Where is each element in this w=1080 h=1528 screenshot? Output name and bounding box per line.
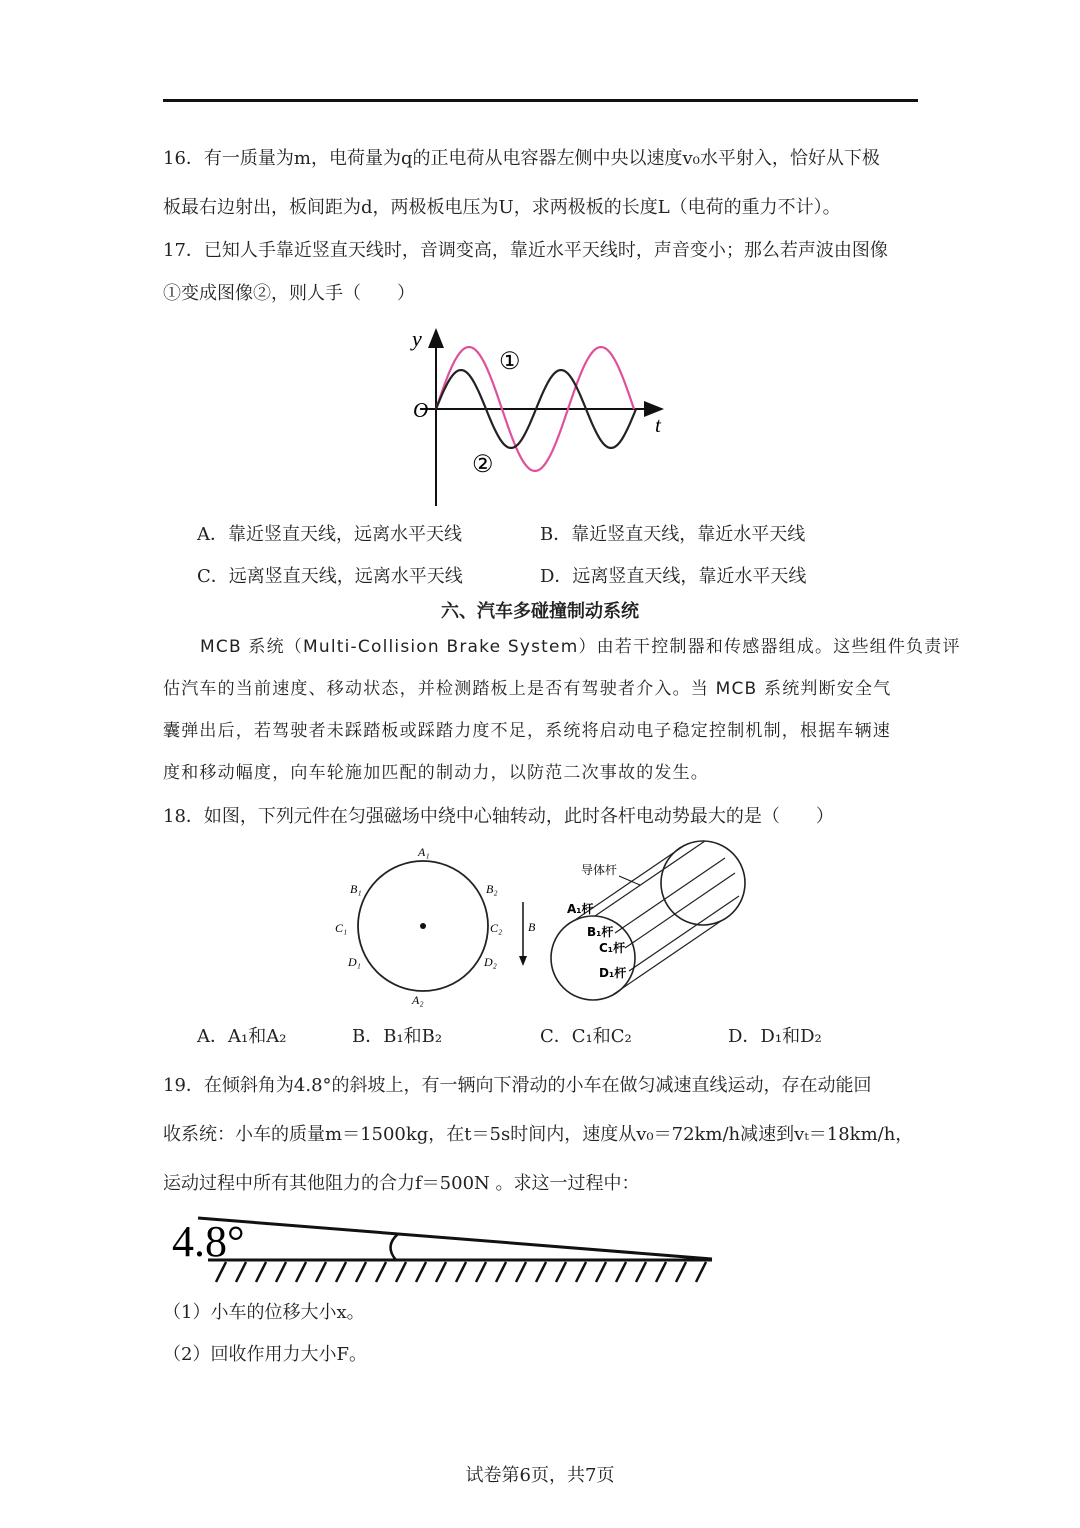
q19-sub2: （2）回收作用力大小F。 — [163, 1344, 367, 1365]
q17-option-b[interactable]: B．靠近竖直天线，靠近水平天线 — [540, 524, 806, 545]
t-axis-label: t — [655, 413, 661, 437]
q16-line2: 板最右边射出，板间距为d，两极板电压为U，求两极板的长度L（电荷的重力不计）。 — [163, 197, 841, 218]
rotating-cylinder-figure — [545, 838, 765, 1008]
hatch-mark — [496, 1262, 506, 1282]
hatch-mark — [656, 1262, 666, 1282]
q19-line1: 19．在倾斜角为4.8°的斜坡上，有一辆向下滑动的小车在做匀减速直线运动，存在动能回 — [163, 1075, 872, 1096]
q18-option-d[interactable]: D．D₁和D₂ — [728, 1026, 822, 1047]
hatch-mark — [476, 1262, 486, 1282]
hatch-mark — [356, 1262, 366, 1282]
hatch-mark — [296, 1262, 306, 1282]
field-label: B — [528, 920, 536, 934]
label-c1: C₁ — [335, 921, 348, 935]
origin-label: O — [413, 398, 429, 422]
slope-line — [198, 1218, 712, 1259]
q17-option-d[interactable]: D．远离竖直天线，靠近水平天线 — [540, 566, 807, 587]
hatch-mark — [636, 1262, 646, 1282]
top-rule — [163, 99, 918, 102]
hatch-mark — [376, 1262, 386, 1282]
curve-2-label: ② — [472, 452, 494, 478]
y-axis-label: y — [412, 326, 422, 351]
q17-line2: ①变成图像②，则人手（ ） — [163, 283, 415, 304]
hatch-mark — [536, 1262, 546, 1282]
q18-line1: 18．如图，下列元件在匀强磁场中绕中心轴转动，此时各杆电动势最大的是（ ） — [163, 806, 834, 827]
hatch-mark — [616, 1262, 626, 1282]
ground-hatching — [216, 1262, 706, 1282]
rod-name-label: 导体杆 — [581, 863, 618, 877]
hatch-mark — [336, 1262, 346, 1282]
section-title: 六、汽车多碰撞制动系统 — [441, 601, 639, 622]
section-line-3: 囊弹出后，若驾驶者未踩踏板或踩踏力度不足，系统将启动电子稳定控制机制，根据车辆速 — [163, 721, 891, 741]
hatch-mark — [556, 1262, 566, 1282]
q19-line2: 收系统：小车的质量m＝1500kg，在t＝5s时间内，速度从v₀＝72km/h减速到vₜ＝18km/h， — [163, 1124, 914, 1145]
label-a1: A₁ — [418, 845, 430, 859]
section-line-1: MCB 系统（Multi-Collision Brake System）由若干控制器和传感器组成。这些组件负责评 — [200, 637, 961, 657]
angle-label: 4.8° — [172, 1217, 245, 1266]
label-d1: D₁ — [348, 955, 361, 969]
rod-b — [615, 858, 725, 933]
slope-diagram — [160, 1208, 720, 1288]
q17-line1: 17．已知人手靠近竖直天线时，音调变高，靠近水平天线时，声音变小；那么若声波由图像 — [163, 240, 888, 261]
label-d-rod: D₁杆 — [599, 966, 627, 980]
label-c2: C₂ — [490, 921, 503, 935]
label-d2: D₂ — [484, 955, 497, 969]
hatch-mark — [276, 1262, 286, 1282]
label-b2: B₂ — [486, 882, 498, 896]
hatch-mark — [516, 1262, 526, 1282]
q18-option-b[interactable]: B．B₁和B₂ — [352, 1026, 443, 1047]
q19-sub1: （1）小车的位移大小x。 — [163, 1302, 365, 1323]
curve-1-label: ① — [499, 349, 521, 375]
hatch-mark — [416, 1262, 426, 1282]
label-a2: A₂ — [412, 993, 424, 1007]
section-line-2: 估汽车的当前速度、移动状态，并检测踏板上是否有驾驶者介入。当 MCB 系统判断安全气 — [163, 679, 892, 699]
hatch-mark — [596, 1262, 606, 1282]
q16-line1: 16．有一质量为m，电荷量为q的正电荷从电容器左侧中央以速度v₀水平射入，恰好从下极 — [163, 148, 880, 169]
q18-option-c[interactable]: C．C₁和C₂ — [540, 1026, 632, 1047]
q18-option-a[interactable]: A．A₁和A₂ — [197, 1026, 287, 1047]
hatch-mark — [456, 1262, 466, 1282]
q17-option-c[interactable]: C．远离竖直天线，远离水平天线 — [197, 566, 463, 587]
page-footer: 试卷第6页，共7页 — [465, 1465, 615, 1486]
hatch-mark — [396, 1262, 406, 1282]
hatch-mark — [316, 1262, 326, 1282]
hatch-mark — [576, 1262, 586, 1282]
section-line-4: 度和移动幅度，向车轮施加匹配的制动力，以防范二次事故的发生。 — [163, 763, 709, 783]
hatch-mark — [676, 1262, 686, 1282]
label-b-rod: B₁杆 — [587, 925, 614, 939]
hatch-mark — [696, 1262, 706, 1282]
label-c-rod: C₁杆 — [599, 941, 626, 955]
q17-option-a[interactable]: A．靠近竖直天线，远离水平天线 — [197, 524, 462, 545]
hatch-mark — [436, 1262, 446, 1282]
wave-graph — [400, 326, 680, 511]
cylinder-far-end — [661, 841, 745, 925]
ring-center — [420, 923, 426, 929]
angle-arc — [390, 1234, 398, 1260]
hatch-mark — [256, 1262, 266, 1282]
rotating-ring-figure — [320, 842, 540, 1012]
label-b1: B₁ — [350, 882, 362, 896]
label-a-rod: A₁杆 — [567, 902, 594, 916]
q19-line3: 运动过程中所有其他阻力的合力f＝500N 。求这一过程中： — [163, 1173, 640, 1194]
